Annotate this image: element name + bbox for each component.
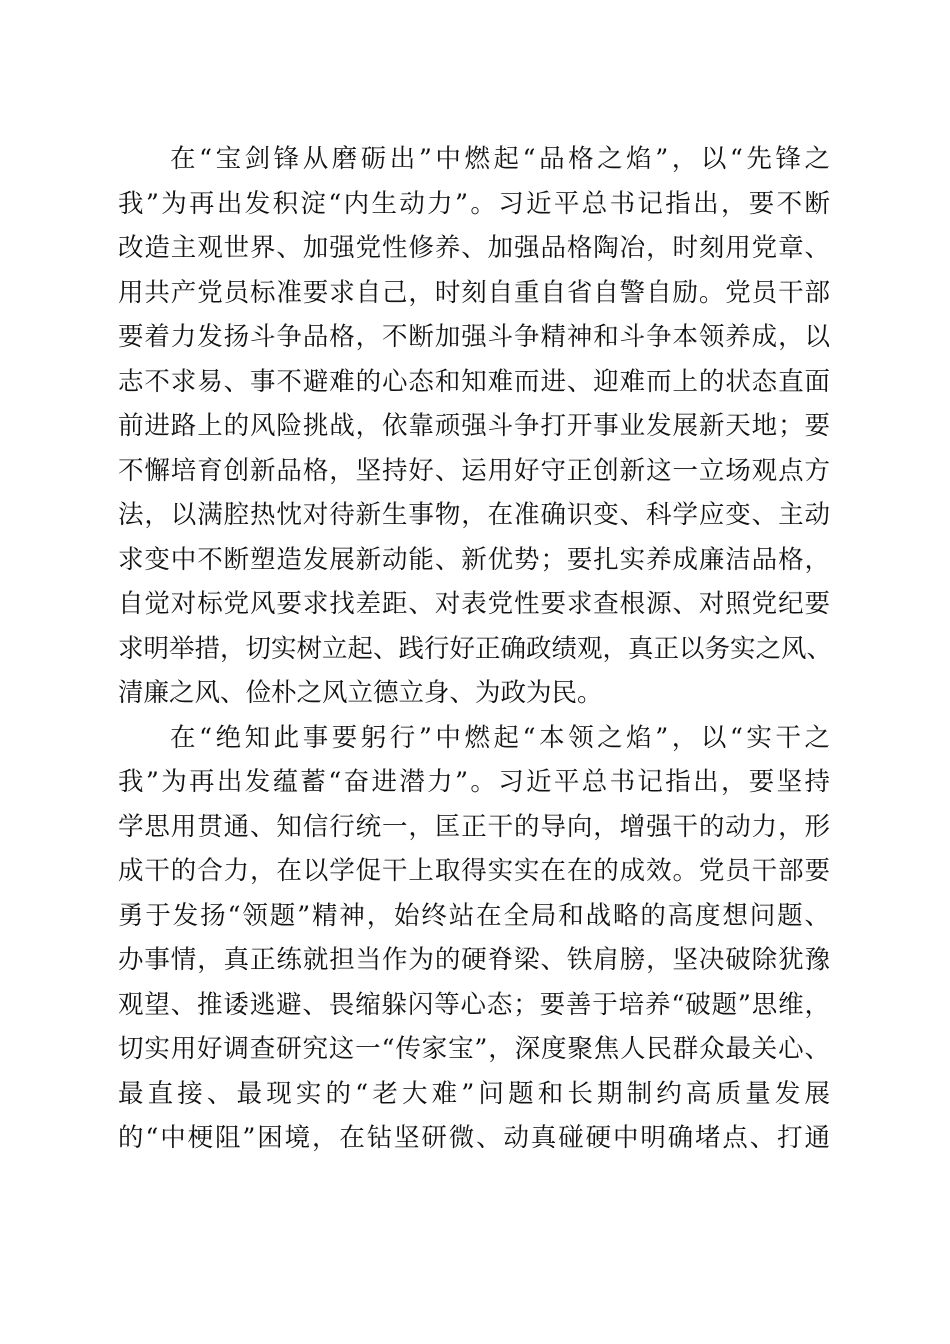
text-line: 勇于发扬“领题”精神，始终站在全局和战略的高度想问题、 [118, 900, 830, 931]
text-line: 的“中梗阻”困境，在钻坚研微、动真碰硬中明确堵点、打通 [118, 1123, 830, 1153]
text-line: 求变中不断塑造发展新动能、新优势；要扎实养成廉洁品格， [118, 544, 830, 575]
text-line: 求明举措，切实树立起、践行好正确政绩观，真正以务实之风、 [118, 633, 833, 664]
text-line: 前进路上的风险挑战，依靠顽强斗争打开事业发展新天地；要 [118, 411, 830, 441]
document-body [118, 137, 833, 1161]
text-line: 改造主观世界、加强党性修养、加强品格陶冶，时刻用党章、 [118, 233, 830, 263]
text-line: 在“宝剑锋从磨砺出”中燃起“品格之焰”，以“先锋之 [170, 144, 830, 174]
text-line: 我”为再出发蕴蓄“奋进潜力”。习近平总书记指出，要坚持 [118, 767, 830, 797]
paragraph-skill-flame [118, 716, 830, 1161]
text-line: 清廉之风、俭朴之风立德立身、为政为民。 [118, 678, 603, 708]
text-line: 要着力发扬斗争品格，不断加强斗争精神和斗争本领养成，以 [118, 322, 830, 352]
text-line: 办事情，真正练就担当作为的硬脊梁、铁肩膀，坚决破除犹豫 [118, 945, 830, 975]
text-line: 用共产党员标准要求自己，时刻自重自省自警自励。党员干部 [118, 277, 830, 308]
text-line: 成干的合力，在以学促干上取得实实在在的成效。党员干部要 [118, 856, 830, 886]
text-line: 切实用好调查研究这一“传家宝”，深度聚焦人民群众最关心、 [118, 1034, 830, 1064]
text-line: 在“绝知此事要躬行”中燃起“本领之焰”，以“实干之 [170, 722, 830, 753]
text-line: 我”为再出发积淀“内生动力”。习近平总书记指出，要不断 [118, 188, 830, 219]
paragraph-character-flame [118, 137, 833, 716]
text-line: 志不求易、事不避难的心态和知难而进、迎难而上的状态直面 [118, 366, 830, 397]
text-line: 不懈培育创新品格，坚持好、运用好守正创新这一立场观点方 [118, 455, 830, 486]
text-line: 法，以满腔热忱对待新生事物，在准确识变、科学应变、主动 [118, 500, 830, 530]
text-line: 观望、推诿逃避、畏缩躲闪等心态；要善于培养“破题”思维， [118, 989, 830, 1020]
text-line: 自觉对标党风要求找差距、对表党性要求查根源、对照党纪要 [118, 589, 830, 619]
text-line: 最直接、最现实的“老大难”问题和长期制约高质量发展 [118, 1078, 830, 1109]
text-line: 学思用贯通、知信行统一，匡正干的导向，增强干的动力，形 [118, 811, 830, 842]
